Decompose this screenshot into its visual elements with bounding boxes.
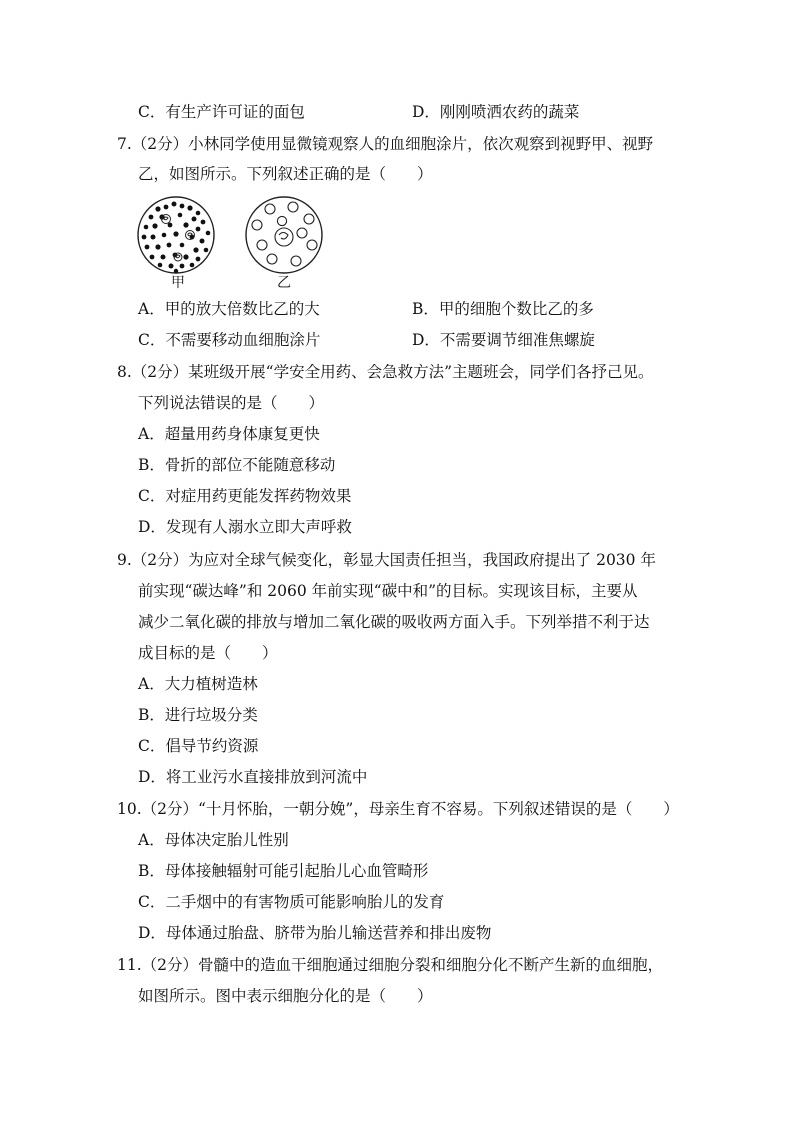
q7-stem-line1: 7.（2分）小林同学使用显微镜观察人的血细胞涂片，依次观察到视野甲、视野 bbox=[117, 135, 654, 153]
fig-label-jia: 甲 bbox=[171, 275, 185, 291]
q9-stem-line4: 成目标的是（ ） bbox=[138, 644, 278, 662]
q9-stem-line2: 前实现“碳达峰”和 2060 年前实现“碳中和”的目标。实现该目标，主要从 bbox=[138, 582, 638, 600]
q10-option-d: D．母体通过胎盘、脐带为胎儿输送营养和排出废物 bbox=[138, 924, 492, 942]
q10-option-a: A．母体决定胎儿性别 bbox=[138, 831, 289, 849]
q9-option-c: C．倡导节约资源 bbox=[138, 737, 259, 755]
q6-option-c: C．有生产许可证的面包 bbox=[138, 103, 305, 121]
fig-label-yi: 乙 bbox=[277, 275, 291, 291]
q10-option-c: C．二手烟中的有害物质可能影响胎儿的发育 bbox=[138, 893, 445, 911]
q11-stem-line1: 11.（2分）骨髓中的造血干细胞通过细胞分裂和细胞分化不断产生新的血细胞， bbox=[117, 956, 664, 974]
q7-option-b: B．甲的细胞个数比乙的多 bbox=[412, 300, 594, 318]
q10-stem-line1: 10.（2分）“十月怀胎，一朝分娩”，母亲生育不容易。下列叙述错误的是（ ） bbox=[117, 800, 679, 818]
q7-option-c: C．不需要移动血细胞涂片 bbox=[138, 331, 321, 349]
q8-option-a: A．超量用药身体康复更快 bbox=[138, 425, 320, 443]
field-jia bbox=[138, 197, 214, 273]
q11-stem-line2: 如图所示。图中表示细胞分化的是（ ） bbox=[138, 987, 433, 1005]
q8-option-b: B．骨折的部位不能随意移动 bbox=[138, 456, 336, 474]
microscope-views-svg bbox=[136, 195, 326, 293]
q6-option-d: D．刚刚喷洒农药的蔬菜 bbox=[412, 103, 580, 121]
q7-option-d: D．不需要调节细准焦螺旋 bbox=[412, 331, 595, 349]
q8-option-c: C．对症用药更能发挥药物效果 bbox=[138, 487, 352, 505]
q8-option-d: D．发现有人溺水立即大声呼救 bbox=[138, 518, 352, 536]
q7-option-a: A．甲的放大倍数比乙的大 bbox=[138, 300, 320, 318]
q10-option-b: B．母体接触辐射可能引起胎儿心血管畸形 bbox=[138, 862, 429, 880]
q9-stem-line1: 9.（2分）为应对全球气候变化，彰显大国责任担当，我国政府提出了 2030 年 bbox=[117, 551, 656, 569]
q7-stem-line2: 乙，如图所示。下列叙述正确的是（ ） bbox=[138, 165, 433, 183]
field-yi bbox=[246, 197, 322, 273]
q8-stem-line1: 8.（2分）某班级开展“学安全用药、会急救方法”主题班会，同学们各抒己见。 bbox=[117, 363, 654, 381]
q9-stem-line3: 减少二氧化碳的排放与增加二氧化碳的吸收两方面入手。下列举措不利于达 bbox=[138, 613, 650, 631]
q8-stem-line2: 下列说法错误的是（ ） bbox=[138, 394, 325, 412]
q7-microscope-figure bbox=[136, 195, 326, 293]
q9-option-b: B．进行垃圾分类 bbox=[138, 706, 258, 724]
q9-option-d: D．将工业污水直接排放到河流中 bbox=[138, 768, 368, 786]
q9-option-a: A．大力植树造林 bbox=[138, 675, 258, 693]
